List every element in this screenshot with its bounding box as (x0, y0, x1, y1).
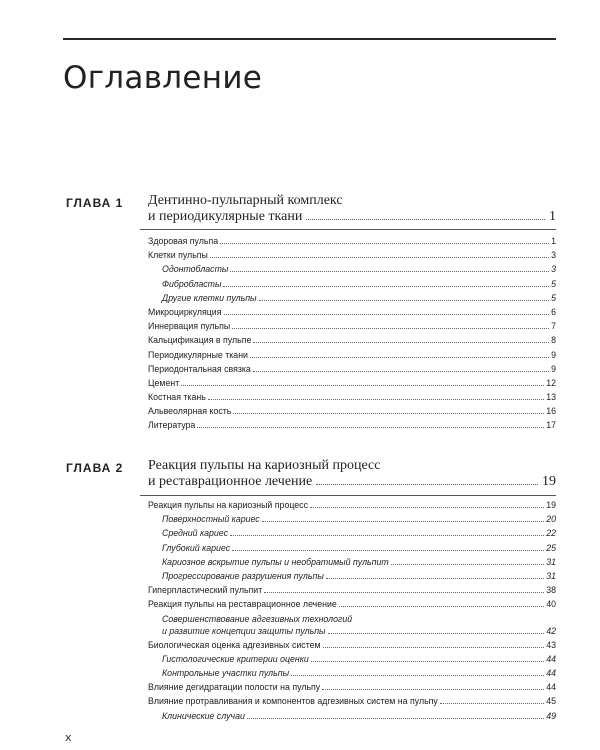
dot-leader (322, 689, 544, 690)
entry-title: Альвеолярная кость (148, 406, 232, 417)
entry-page-number: 16 (546, 406, 556, 417)
toc-subentry[interactable] (148, 543, 556, 557)
entry-page-number: 19 (546, 500, 556, 510)
dot-leader (391, 564, 544, 565)
dot-leader (262, 521, 545, 522)
toc-entry[interactable] (148, 392, 556, 406)
dot-leader (250, 357, 549, 358)
entry-title: Реакция пульпы на реставрационное лечение (148, 599, 337, 610)
dot-leader (230, 535, 544, 536)
entry-title: Реакция пульпы на кариозный процесс (148, 500, 308, 510)
entry-title: Влияние протравливания и компонентов адгезивных систем на пульпу (148, 696, 438, 707)
dot-leader (220, 243, 549, 244)
toc-entry[interactable] (148, 420, 556, 434)
dot-leader (210, 257, 549, 258)
dot-leader (232, 328, 549, 329)
entry-page-number: 40 (546, 599, 556, 610)
entry-page-number: 49 (546, 710, 556, 721)
entry-title: Литература (148, 420, 196, 431)
entry-page-number: 17 (546, 420, 556, 431)
dot-leader (291, 675, 544, 676)
dot-leader (232, 550, 544, 551)
entry-page-number: 42 (546, 625, 556, 636)
toc-subentry[interactable] (148, 293, 556, 307)
entry-page-number: 13 (546, 392, 556, 403)
toc-entry[interactable] (148, 599, 556, 613)
dot-leader (323, 647, 545, 648)
entry-page-number: 44 (546, 653, 556, 664)
chapter-label: ГЛАВА 2 (66, 461, 124, 475)
entry-title: Гистологические критерии оценки (162, 653, 309, 664)
entry-title: Глубокий кариес (162, 542, 231, 553)
entry-title: Другие клетки пульпы (162, 292, 257, 303)
toc-subentry[interactable] (148, 711, 556, 725)
entry-page-number: 44 (546, 682, 556, 693)
entry-title: Микроциркуляция (148, 306, 222, 317)
entry-page-number: 7 (551, 321, 556, 332)
entry-page-number: 38 (546, 585, 556, 596)
toc-entry[interactable] (148, 640, 556, 654)
dot-leader (326, 578, 544, 579)
toc-entry[interactable] (148, 250, 556, 264)
dot-leader (181, 385, 544, 386)
chapter-title[interactable] (148, 458, 556, 490)
toc-entry[interactable] (148, 350, 556, 364)
entry-page-number: 5 (551, 278, 556, 289)
toc-entry[interactable] (148, 585, 556, 599)
dot-leader (208, 399, 544, 400)
toc-entry[interactable] (148, 500, 556, 514)
dot-leader (310, 507, 544, 508)
entry-page-number: 44 (546, 668, 556, 679)
toc-subentry[interactable] (148, 626, 556, 640)
dot-leader (223, 286, 549, 287)
toc-subentry[interactable] (148, 528, 556, 542)
entry-page-number: 25 (546, 542, 556, 553)
chapter-title-line2: и реставрационное лечение (148, 474, 313, 489)
entry-title: Биологическая оценка адгезивных систем (148, 639, 321, 650)
entry-title: Прогрессирование разрушения пульпы (162, 570, 324, 581)
dot-leader (259, 300, 550, 301)
entry-page-number: 5 (551, 292, 556, 303)
toc-subentry[interactable] (148, 514, 556, 528)
entry-page-number: 45 (546, 696, 556, 707)
toc-entry[interactable] (148, 335, 556, 349)
entry-title: Фибробласты (162, 278, 222, 289)
entry-page-number: 31 (546, 556, 556, 567)
entry-page-number: 20 (546, 514, 556, 525)
toc-subentry[interactable] (148, 557, 556, 571)
chapter-page-number: 19 (542, 474, 556, 489)
page-title: Оглавление (63, 60, 263, 96)
chapter-label: ГЛАВА 1 (66, 196, 124, 210)
dot-leader (316, 483, 538, 485)
entry-title: Иннервация пульпы (148, 321, 231, 332)
entry-title: и развитие концепции защиты пульпы (162, 625, 326, 636)
dot-leader (233, 413, 544, 414)
toc-subentry[interactable] (148, 654, 556, 668)
entry-title: Кальцификация в пульпе (148, 335, 252, 346)
entry-title: Цемент (148, 377, 180, 388)
toc-entry[interactable] (148, 696, 556, 710)
entry-title: Здоровая пульпа (148, 236, 219, 246)
toc-subentry[interactable] (148, 264, 556, 278)
dot-leader (440, 703, 544, 704)
entry-title: Средний кариес (162, 528, 228, 539)
entry-title: Клинические случаи (162, 710, 245, 721)
entry-page-number: 6 (551, 306, 556, 317)
entry-page-number: 43 (546, 639, 556, 650)
dot-leader (224, 314, 550, 315)
dot-leader (339, 606, 544, 607)
toc-entry[interactable] (148, 364, 556, 378)
entry-title: Влияние дегидратации полости на пульпу (148, 682, 321, 693)
entry-title: Поверхностный кариес (162, 514, 260, 525)
entry-page-number: 9 (551, 349, 556, 360)
toc-subentry[interactable] (148, 614, 556, 626)
toc-subentry[interactable] (148, 571, 556, 585)
page-folio: x (65, 731, 72, 744)
dot-leader (253, 371, 549, 372)
toc-entry[interactable] (148, 378, 556, 392)
dot-leader (230, 271, 549, 272)
entry-page-number: 12 (546, 377, 556, 388)
dot-leader (328, 633, 545, 634)
entry-title: Гиперпластический пульпит (148, 585, 263, 596)
chapter-rule (140, 495, 556, 496)
chapter-title-line2: и периодикулярные ткани (148, 209, 303, 224)
chapter-title[interactable] (148, 193, 556, 225)
entry-page-number: 3 (551, 250, 556, 261)
dot-leader (264, 592, 544, 593)
toc-subentry[interactable] (148, 279, 556, 293)
entry-page-number: 31 (546, 570, 556, 581)
toc-entry[interactable] (148, 321, 556, 335)
entry-title: Костная ткань (148, 392, 206, 403)
entry-page-number: 9 (551, 363, 556, 374)
chapter-2-entries (148, 500, 556, 725)
entry-title: Клетки пульпы (148, 250, 208, 261)
top-rule (63, 38, 556, 40)
chapter-page-number: 1 (549, 209, 556, 224)
entry-title: Кариозное вскрытие пульпы и необратимый пульпит (162, 556, 389, 567)
dot-leader (247, 718, 544, 719)
toc-entry[interactable] (148, 307, 556, 321)
dot-leader (311, 661, 544, 662)
entry-page-number: 22 (546, 528, 556, 539)
entry-title: Периодикулярные ткани (148, 349, 248, 360)
dot-leader (306, 218, 545, 220)
dot-leader (253, 342, 549, 343)
entry-title: Контрольные участки пульпы (162, 668, 290, 679)
toc-entry[interactable] (148, 682, 556, 696)
chapter-rule (140, 229, 556, 230)
entry-title: Периодонтальная связка (148, 363, 251, 374)
chapter-title-line1: Дентинно-пульпарный комплекс (148, 193, 343, 208)
entry-page-number: 3 (551, 264, 556, 275)
entry-title: Совершенствование адгезивных технологий (162, 613, 353, 624)
chapter-1-entries (148, 236, 556, 435)
entry-title: Одонтобласты (162, 264, 229, 275)
chapter-title-line1: Реакция пульпы на кариозный процесс (148, 458, 381, 473)
toc-entry[interactable] (148, 236, 556, 250)
toc-subentry[interactable] (148, 668, 556, 682)
toc-entry[interactable] (148, 406, 556, 420)
entry-page-number: 1 (551, 236, 556, 246)
dot-leader (197, 427, 544, 428)
entry-page-number: 8 (551, 335, 556, 346)
